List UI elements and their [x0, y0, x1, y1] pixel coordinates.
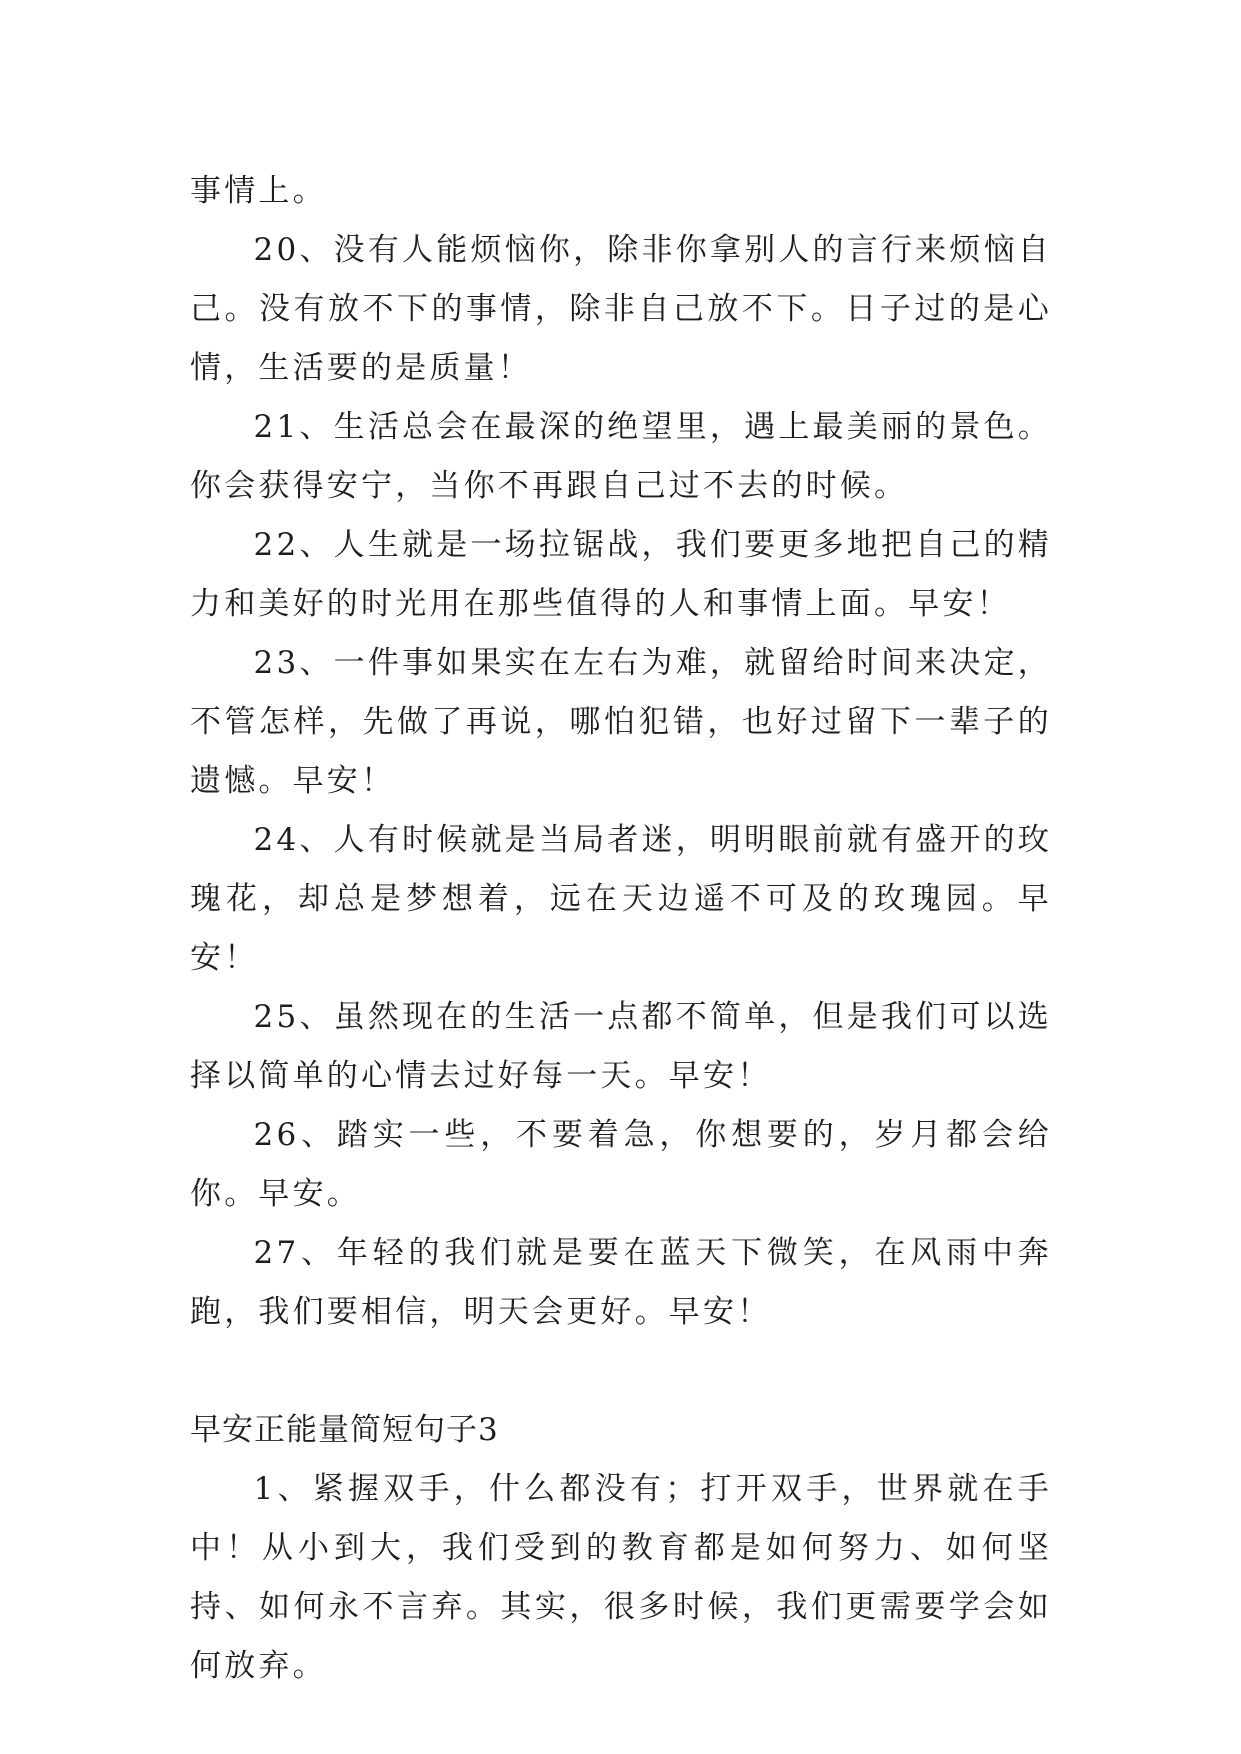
list-item-24: 24、人有时候就是当局者迷，明明眼前就有盛开的玫瑰花，却总是梦想着，远在天边遥不可及的玫瑰园。早安！: [190, 822, 1052, 976]
list-item-25: 25、虽然现在的生活一点都不简单，但是我们可以选择以简单的心情去过好每一天。早安！: [190, 999, 1052, 1094]
list-item-26: 26、踏实一些，不要着急，你想要的，岁月都会给你。早安。: [190, 1117, 1052, 1212]
list-item-21: 21、生活总会在最深的绝望里，遇上最美丽的景色。你会获得安宁，当你不再跟自己过不去的时候。: [190, 409, 1052, 504]
list-item-1: 1、紧握双手，什么都没有；打开双手，世界就在手中！从小到大，我们受到的教育都是如何努力、如何坚持、如何永不言弃。其实，很多时候，我们更需要学会如何放弃。: [190, 1471, 1052, 1684]
list-item-22: 22、人生就是一场拉锯战，我们要更多地把自己的精力和美好的时光用在那些值得的人和事情上面。早安！: [190, 527, 1052, 622]
list-item-20: 20、没有人能烦恼你，除非你拿别人的言行来烦恼自己。没有放不下的事情，除非自己放不下。日子过的是心情，生活要的是质量！: [190, 232, 1052, 386]
section-heading: 早安正能量简短句子3: [190, 1412, 499, 1448]
list-item-27: 27、年轻的我们就是要在蓝天下微笑，在风雨中奔跑，我们要相信，明天会更好。早安！: [190, 1235, 1052, 1330]
document-body: [190, 162, 1052, 1696]
paragraph-fragment: 事情上。: [190, 173, 327, 209]
list-item-23: 23、一件事如果实在左右为难，就留给时间来决定，不管怎样，先做了再说，哪怕犯错，也好过留下一辈子的遗憾。早安！: [190, 645, 1052, 799]
